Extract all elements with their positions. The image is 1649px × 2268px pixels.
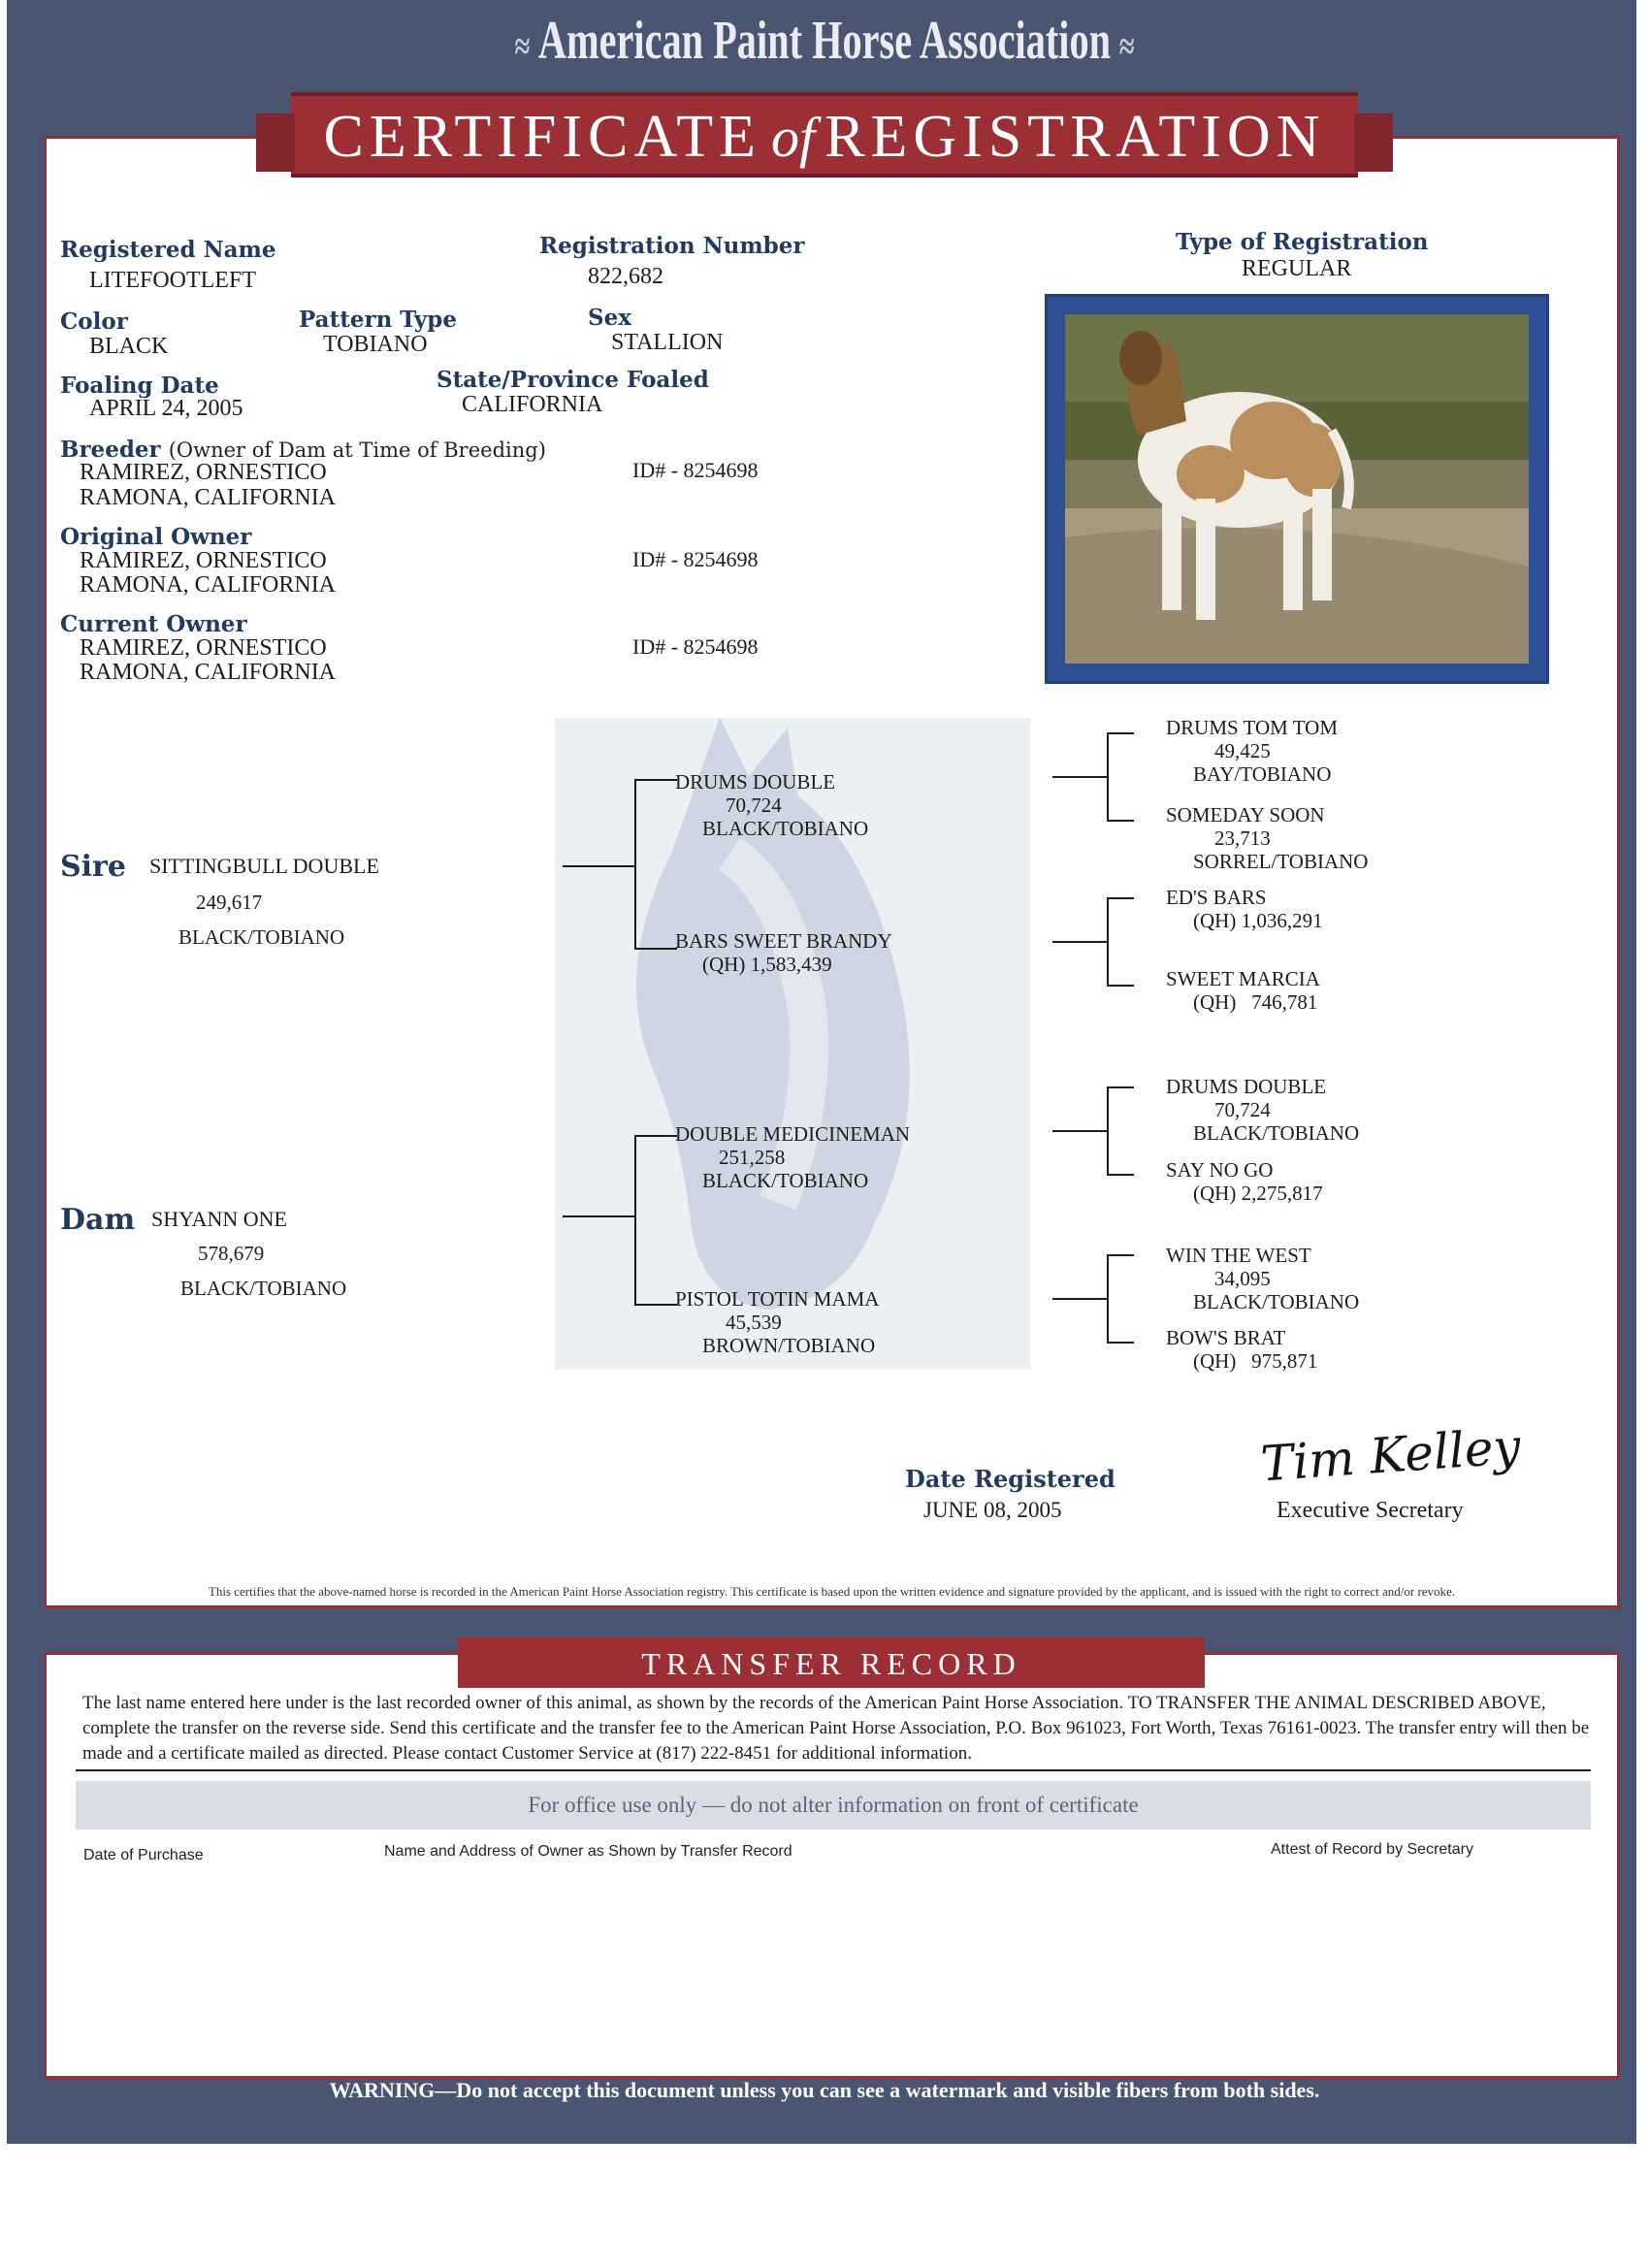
original-owner-id: ID# - 8254698 [632,547,759,571]
sex-value: STALLION [611,330,724,355]
transfer-record-title: TRANSFER RECORD [458,1637,1205,1688]
gen2-3-bottom [1107,1174,1134,1176]
transfer-divider [76,1769,1591,1771]
gen2-1-top [1107,732,1134,734]
gen3-drums-double: DRUMS DOUBLE 70,724 BLACK/TOBIANO [1166,1075,1360,1145]
breeder-city: RAMONA, CALIFORNIA [80,485,337,510]
gen2-1-bottom [1107,820,1134,822]
gen3-say-no-go: SAY NO GO (QH) 2,275,817 [1166,1158,1323,1205]
gen2-double-medicineman: DOUBLE MEDICINEMAN 251,258 BLACK/TOBIANO [675,1122,911,1192]
signature: Tim Kelley [1258,1417,1523,1493]
sire-label: Sire [60,850,126,884]
current-owner-name: RAMIREZ, ORNESTICO [80,635,327,661]
gen2-3-connector [1052,1130,1107,1132]
dam-label: Dam [60,1203,136,1237]
date-of-purchase-column: Date of Purchase [83,1847,204,1863]
sire-name: SITTINGBULL DOUBLE [149,854,379,878]
certification-statement: This certifies that the above-named horse is recorded in the American Paint Horse Association registry. This certificate is based upon the written evidence and signature provided by the applicant, and is issued with the right to correct and/or revoke. [208,1584,1456,1599]
breeder-name: RAMIREZ, ORNESTICO [80,460,327,485]
dam-branch-top [634,1135,677,1137]
type-of-registration-value: REGULAR [1242,256,1352,281]
current-owner-label: Current Owner [60,611,247,637]
certificate-title: CERTIFICATE of REGISTRATION [323,104,1326,170]
gen2-1-connector [1052,776,1107,778]
org-header [231,10,1418,72]
swirl-right-icon: ≈ [1118,23,1135,68]
gen2-drums-double: DRUMS DOUBLE 70,724 BLACK/TOBIANO [675,770,869,840]
gen3-bows-brat: BOW'S BRAT (QH) 975,871 [1166,1326,1318,1373]
gen2-1-bracket [1107,732,1109,822]
gen2-4-bracket [1107,1254,1109,1344]
current-owner-id: ID# - 8254698 [632,634,759,659]
horse-photo-image [1065,314,1529,664]
paint-horse-foal-icon [1065,314,1529,664]
gen3-eds-bars: ED'S BARS (QH) 1,036,291 [1166,886,1323,932]
sire-connector [563,865,634,867]
sire-branch-top [634,779,677,781]
date-registered-value: JUNE 08, 2005 [923,1498,1062,1522]
dam-bracket [634,1135,636,1306]
type-of-registration-label: Type of Registration [1176,229,1429,255]
original-owner-name: RAMIREZ, ORNESTICO [80,548,327,573]
executive-secretary-title: Executive Secretary [1277,1498,1464,1523]
original-owner-label: Original Owner [60,524,252,550]
gen2-pistol-totin-mama: PISTOL TOTIN MAMA 45,539 BROWN/TOBIANO [675,1287,880,1357]
transfer-instructions: The last name entered here under is the last recorded owner of this animal, as shown by the records of the American Paint Horse Association. TO TRANSFER THE ANIMAL DESCRIBED ABOVE, complete the transfer on the reverse side. Send this certificate and the transfer fee to the American Paint Horse Association, P.O. Box 961023, Fort Worth, Texas 76161-0023. The transfer entry will then be made and a certificate mailed as directed. Please contact Customer Service at (817) 222-8451 for additional information. [82,1693,1590,1764]
dam-name: SHYANN ONE [151,1207,287,1231]
dam-branch-bottom [634,1304,677,1306]
foaling-date-label: Foaling Date [60,373,219,399]
owner-name-address-column: Name and Address of Owner as Shown by Transfer Record [384,1843,792,1860]
registration-number-label: Registration Number [539,233,805,259]
gen3-win-the-west: WIN THE WEST 34,095 BLACK/TOBIANO [1166,1244,1360,1313]
gen2-4-top [1107,1254,1134,1256]
gen2-3-bracket [1107,1086,1109,1176]
sire-bracket [634,779,636,950]
sire-number: 249,617 [196,891,263,914]
pattern-type-value: TOBIANO [323,332,428,357]
registered-name-label: Registered Name [60,237,276,263]
gen2-bars-sweet-brandy: BARS SWEET BRANDY (QH) 1,583,439 [675,929,892,976]
pattern-type-label: Pattern Type [299,307,457,333]
foaling-date-value: APRIL 24, 2005 [89,396,243,421]
dam-color: BLACK/TOBIANO [180,1277,347,1300]
registration-number-value: 822,682 [588,264,663,289]
gen3-someday-soon: SOMEDAY SOON 23,713 SORREL/TOBIANO [1166,803,1369,873]
gen2-3-top [1107,1086,1134,1088]
state-foaled-label: State/Province Foaled [436,367,709,393]
gen2-2-bottom [1107,985,1134,987]
registered-name-value: LITEFOOTLEFT [89,268,256,293]
current-owner-city: RAMONA, CALIFORNIA [80,660,337,685]
horse-photo [1045,294,1549,684]
date-registered-label: Date Registered [905,1465,1116,1493]
dam-connector [563,1215,634,1217]
certificate-banner [291,92,1358,178]
color-value: BLACK [89,334,169,359]
gen2-4-bottom [1107,1342,1134,1344]
breeder-note: (Owner of Dam at Time of Breeding) [168,438,546,462]
gen2-4-connector [1052,1298,1107,1300]
gen2-2-bracket [1107,897,1109,987]
gen2-2-connector [1052,941,1107,943]
state-foaled-value: CALIFORNIA [462,392,603,417]
watermark-warning: WARNING—Do not accept this document unless you can see a watermark and visible fibers from both sides. [329,2078,1320,2102]
swirl-left-icon: ≈ [514,23,531,68]
gen3-drums-tom-tom: DRUMS TOM TOM 49,425 BAY/TOBIANO [1166,716,1339,786]
breeder-id: ID# - 8254698 [632,458,759,482]
breeder-label: Breeder (Owner of Dam at Time of Breeding) [60,437,546,463]
dam-number: 578,679 [198,1242,265,1265]
office-use-note: For office use only — do not alter information on front of certificate [76,1781,1591,1830]
gen2-2-top [1107,897,1134,899]
gen3-sweet-marcia: SWEET MARCIA (QH) 746,781 [1166,967,1320,1014]
sire-branch-bottom [634,948,677,950]
sire-color: BLACK/TOBIANO [178,925,345,949]
org-name: American Paint Horse Association [537,11,1112,71]
attest-of-record-column: Attest of Record by Secretary [1271,1841,1473,1858]
color-label: Color [60,308,128,335]
sex-label: Sex [588,305,631,331]
original-owner-city: RAMONA, CALIFORNIA [80,572,337,598]
